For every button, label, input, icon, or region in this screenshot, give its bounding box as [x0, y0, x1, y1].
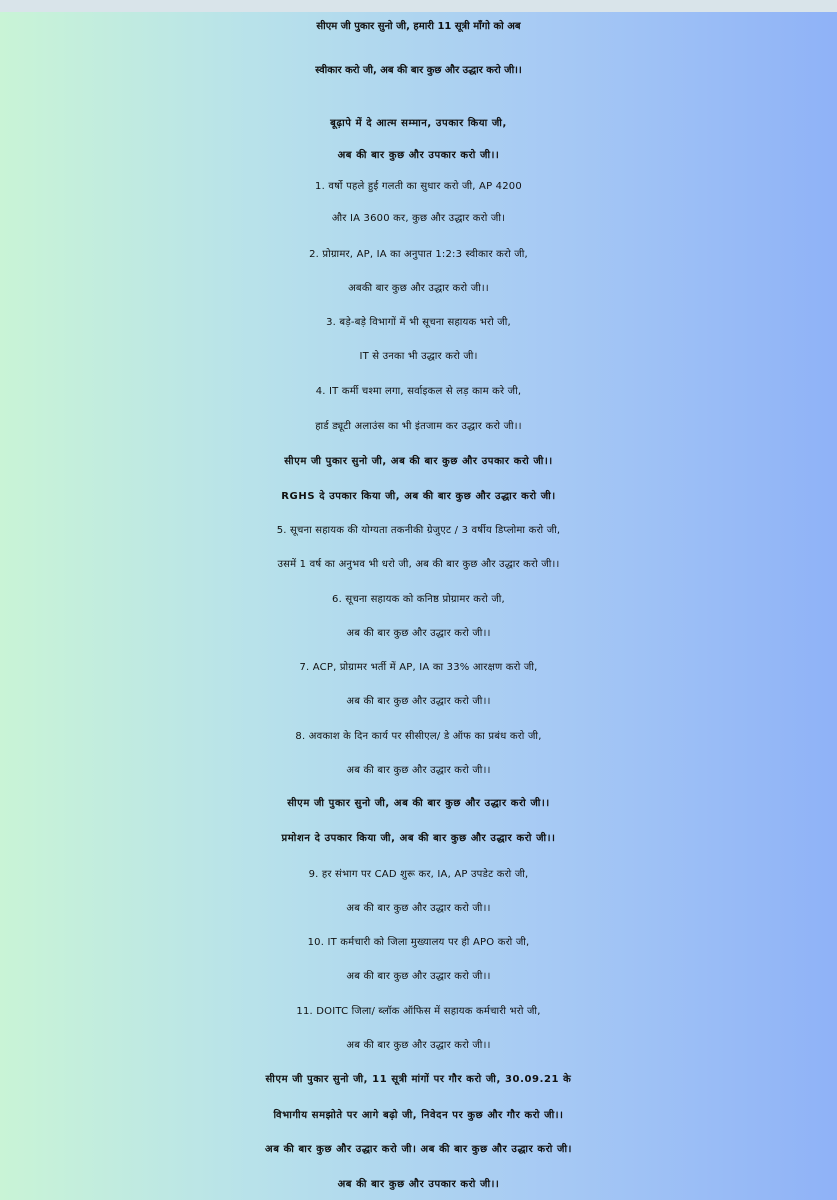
closing-line-4: अब की बार कुछ और उपकार करो जी।।	[337, 1179, 500, 1190]
refrain-2-line-2: प्रमोशन दे उपकार किया जी, अब की बार कुछ और उद्धार करो जी।।	[281, 833, 556, 844]
demand-11-line-2: अब की बार कुछ और उद्धार करो जी।।	[346, 1040, 491, 1051]
demand-5-line-1: 5. सूचना सहायक की योग्यता तकनीकी ग्रेजुएट / 3 वर्षीय डिप्लोमा करो जी,	[276, 525, 561, 536]
top-strip	[0, 0, 837, 12]
demand-2-line-2: अबकी बार कुछ और उद्धार करो जी।।	[348, 283, 489, 294]
demand-9-line-2: अब की बार कुछ और उद्धार करो जी।।	[346, 903, 491, 914]
intro-line-2: अब की बार कुछ और उपकार करो जी।।	[337, 150, 500, 161]
heading-line-2: स्वीकार करो जी, अब की बार कुछ और उद्धार करो जी।।	[315, 65, 522, 76]
demand-10-line-1: 10. IT कर्मचारी को जिला मुख्यालय पर ही APO करो जी,	[307, 937, 530, 948]
demand-8-line-2: अब की बार कुछ और उद्धार करो जी।।	[346, 765, 491, 776]
demand-8-line-1: 8. अवकाश के दिन कार्य पर सीसीएल/ डे ऑफ का प्रबंध करो जी,	[295, 731, 542, 742]
demand-10-line-2: अब की बार कुछ और उद्धार करो जी।।	[346, 971, 491, 982]
intro-line-1: बूढ़ापे में दे आत्म सम्मान, उपकार किया जी,	[330, 118, 507, 129]
demand-4-line-1: 4. IT कर्मी चश्मा लगा, सर्वाइकल से लड़ काम करे जी,	[315, 386, 522, 397]
demand-11-line-1: 11. DOITC जिला/ ब्लॉक ऑफिस में सहायक कर्मचारी भरो जी,	[296, 1006, 541, 1017]
demand-3-line-1: 3. बड़े-बड़े विभागों में भी सूचना सहायक भरो जी,	[326, 317, 511, 328]
refrain-1-line-2: RGHS दे उपकार किया जी, अब की बार कुछ और उद्धार करो जी।	[281, 491, 556, 502]
demand-3-line-2: IT से उनका भी उद्धार करो जी।	[359, 351, 478, 362]
demand-2-line-1: 2. प्रोग्रामर, AP, IA का अनुपात 1:2:3 स्वीकार करो जी,	[309, 249, 528, 260]
demand-6-line-1: 6. सूचना सहायक को कनिष्ठ प्रोग्रामर करो जी,	[332, 594, 505, 605]
demand-6-line-2: अब की बार कुछ और उद्धार करो जी।।	[346, 628, 491, 639]
demand-4-line-2: हार्ड ड्यूटी अलाउंस का भी इंतजाम कर उद्धार करो जी।।	[315, 421, 522, 432]
demand-5-line-2: उसमें 1 वर्ष का अनुभव भी धरो जी, अब की बार कुछ और उद्धार करो जी।।	[277, 559, 560, 570]
demand-7-line-2: अब की बार कुछ और उद्धार करो जी।।	[346, 696, 491, 707]
heading-line-1: सीएम जी पुकार सुनो जी, हमारी 11 सूत्री माँगो को अब	[316, 21, 521, 32]
demand-7-line-1: 7. ACP, प्रोग्रामर भर्ती में AP, IA का 33% आरक्षण करो जी,	[299, 662, 538, 673]
demand-1-line-1: 1. वर्षो पहले हुई गलती का सुधार करो जी, AP 4200	[315, 181, 522, 192]
closing-line-3: अब की बार कुछ और उद्धार करो जी। अब की बार कुछ और उद्धार करो जी।	[264, 1144, 573, 1155]
closing-line-2: विभागीय समझोते पर आगे बढ़ो जी, निवेदन पर कुछ और गौर करो जी।।	[273, 1110, 564, 1121]
demand-9-line-1: 9. हर संभाग पर CAD शुरू कर, IA, AP उपडेट करो जी,	[308, 869, 529, 880]
closing-line-1: सीएम जी पुकार सुनो जी, 11 सूत्री मांगों पर गौर करो जी, 30.09.21 के	[265, 1074, 572, 1085]
refrain-2-line-1: सीएम जी पुकार सुनो जी, अब की बार कुछ और उद्धार करो जी।।	[287, 798, 550, 809]
refrain-1-line-1: सीएम जी पुकार सुनो जी, अब की बार कुछ और उपकार करो जी।।	[284, 456, 553, 467]
demand-1-line-2: और IA 3600 कर, कुछ और उद्धार करो जी।	[331, 213, 506, 224]
